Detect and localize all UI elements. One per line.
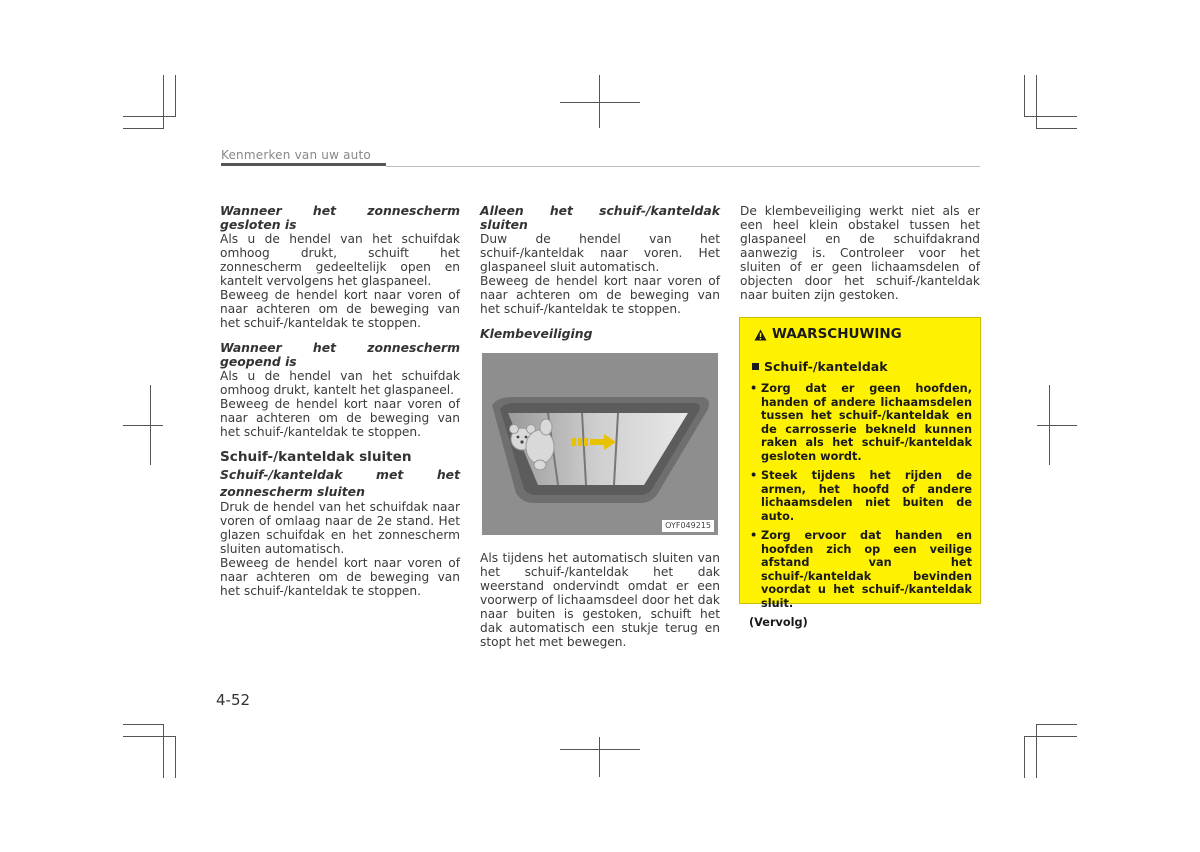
warning-triangle-icon — [754, 329, 767, 341]
figure-code: OYF049215 — [662, 520, 714, 532]
warning-item: • Steek tijdens het rijden de armen, het hoofd of andere lichaamsdelen niet buiten de auto. — [748, 469, 972, 523]
column-2 — [480, 204, 720, 649]
page-number: 4-52 — [216, 691, 251, 709]
warning-subtitle-text: Schuif-/kanteldak — [764, 359, 888, 374]
paragraph: Beweeg de hendel kort naar voren of naar achteren om de beweging van het schuif-/kanteldak te stoppen. — [220, 556, 460, 598]
warning-title — [754, 326, 972, 343]
subheading: Schuif-/kanteldak met het zonnescherm sluiten — [220, 467, 460, 499]
paragraph: Als u de hendel van het schuifdak omhoog drukt, schuift het zonnescherm gedeeltelijk open en kantelt vervolgens het glaspaneel. — [220, 232, 460, 288]
paragraph: Als u de hendel van het schuifdak omhoog drukt, kantelt het glaspaneel. — [220, 369, 460, 397]
warning-box — [739, 317, 981, 629]
paragraph: De klembeveiliging werkt niet als er een heel klein obstakel tussen het glaspaneel en de schuifdakrand aanwezig is. Controleer voor het sluiten of er geen lichaamsdelen of objecten door het schuif-/kanteldak naar buiten zijn gestoken. — [740, 204, 980, 302]
paragraph: Druk de hendel van het schuifdak naar voren of omlaag naar de 2e stand. Het glazen schuifdak en het zonnescherm sluiten automatisch. — [220, 500, 460, 556]
sunroof-illustration — [482, 353, 718, 535]
warning-item: • Zorg ervoor dat handen en hoofden zich op een veilige afstand van het schuif-/kanteldak bevinden voordat u het schuif-/kanteldak sluit. — [748, 529, 972, 610]
warning-title-text: WAARSCHUWING — [772, 326, 902, 342]
paragraph: Als tijdens het automatisch sluiten van het schuif-/kanteldak het dak weerstand ondervindt omdat er een voorwerp of lichaamsdeel door het dak naar buiten is gestoken, schuift het dak automatisch een stukje terug en stopt het met bewegen. — [480, 551, 720, 649]
paragraph: Duw de hendel van het schuif-/kanteldak naar voren. Het glaspaneel sluit automatisch. — [480, 232, 720, 274]
subheading: Wanneer het zonnescherm gesloten is — [220, 203, 460, 232]
header-rule — [386, 166, 980, 167]
section-heading: Schuif-/kanteldak sluiten — [220, 449, 412, 465]
warning-item: • Zorg dat er geen hoofden, handen of andere lichaamsdelen tussen het schuif-/kanteldak en de carrosserie bekneld kunnen raken als het schuif-/kanteldak gesloten wordt. — [748, 382, 972, 463]
warning-list — [748, 382, 972, 610]
paragraph: Beweeg de hendel kort naar voren of naar achteren om de beweging van het schuif-/kanteldak te stoppen. — [480, 274, 720, 316]
subheading: Wanneer het zonnescherm geopend is — [220, 340, 460, 369]
square-bullet-icon — [752, 363, 759, 370]
subheading: Alleen het schuif-/kanteldak sluiten — [480, 203, 720, 232]
column-1 — [220, 204, 460, 598]
warning-subtitle — [752, 359, 972, 374]
running-header: Kenmerken van uw auto — [221, 148, 371, 162]
paragraph: Beweeg de hendel kort naar voren of naar achteren om de beweging van het schuif-/kanteldak te stoppen. — [220, 288, 460, 330]
subheading: Klembeveiliging — [480, 326, 593, 341]
paragraph: Beweeg de hendel kort naar voren of naar achteren om de beweging van het schuif-/kanteldak te stoppen. — [220, 397, 460, 439]
continued-label: (Vervolg) — [749, 616, 808, 629]
header-bar — [221, 163, 386, 166]
column-3 — [740, 204, 980, 302]
sunroof-image — [482, 353, 718, 535]
